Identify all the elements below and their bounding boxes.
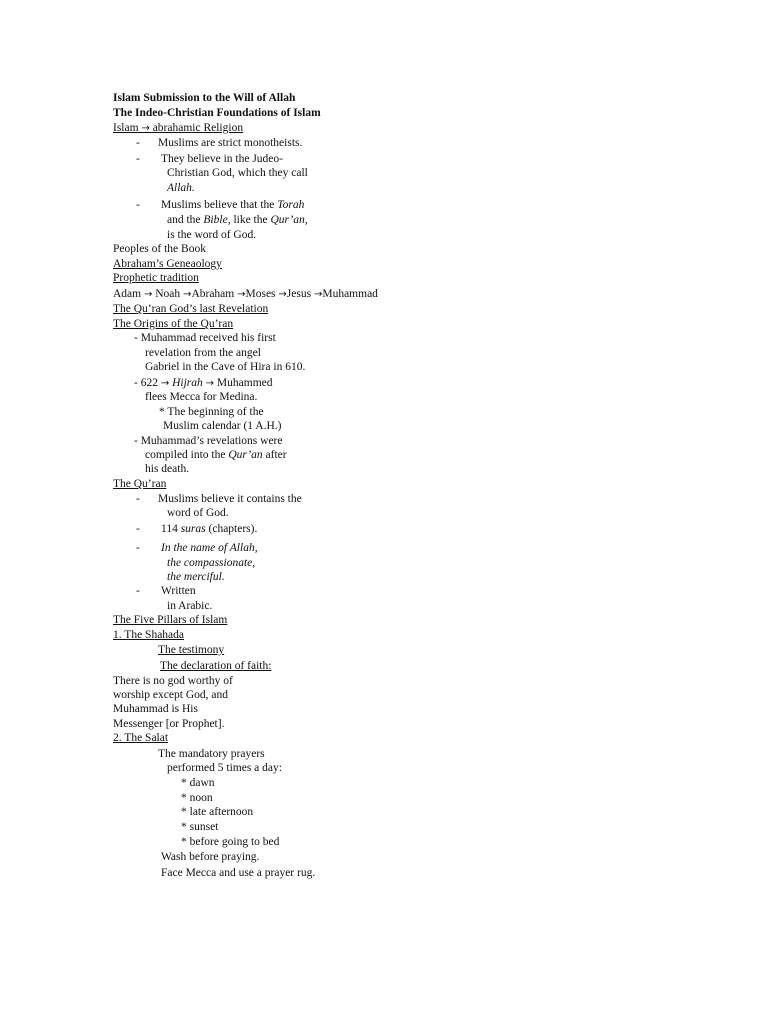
salat-time: * dawn [181,777,215,789]
bullet-torah-line2: and the Bible, like the Qur’an, [167,214,308,226]
bullet-judeo-line2: Christian God, which they call [167,167,308,179]
creed-line: Muhammad is His [113,703,198,715]
quran-item: in Arabic. [167,600,213,612]
quran-item: 114 suras (chapters). [161,523,258,535]
dash-marker: - [136,542,140,554]
bullet-torah-line1: Muslims believe that the Torah [161,199,305,211]
dash-marker: - [136,523,140,535]
salat-time: * before going to bed [181,836,280,848]
creed-line: worship except God, and [113,689,228,701]
dash-marker: - [136,199,140,211]
section-five-pillars: The Five Pillars of Islam [113,614,228,626]
origins-item: Muslim calendar (1 A.H.) [163,420,282,432]
arrow-icon: → [278,289,287,300]
section-shahada: 1. The Shahada [113,629,185,641]
section-quran: The Qu’ran [113,478,167,490]
creed-line: There is no god worthy of [113,675,233,687]
arrow-icon: → [141,123,150,134]
salat-item: The mandatory prayers [158,748,265,760]
origins-item: his death. [145,463,190,475]
salat-time: * noon [181,792,213,804]
prophet-lineage: Adam → Noah →Abraham →Moses →Jesus →Muhammad [113,288,378,300]
arrow-icon: → [205,378,215,389]
origins-item: - Muhammad received his first [134,332,276,344]
quran-item: the compassionate, [167,557,256,569]
dash-marker: - [136,153,140,165]
quran-item: word of God. [167,507,229,519]
bullet-monotheists: Muslims are strict monotheists. [158,137,303,149]
origins-hijrah: - 622 → Hijrah → Muhammed [134,377,273,389]
salat-time: * sunset [181,821,219,833]
origins-item: * The beginning of the [159,406,264,418]
origins-item: flees Mecca for Medina. [145,391,258,403]
quran-item: the merciful. [167,571,225,583]
arrow-icon: → [160,378,170,389]
arrow-icon: → [313,289,323,300]
arrow-icon: → [237,289,246,300]
dash-marker: - [136,137,140,149]
section-last-revelation: The Qu’ran God’s last Revelation [113,303,269,315]
bullet-judeo-line1: They believe in the Judeo- [161,153,283,165]
salat-item: performed 5 times a day: [167,762,282,774]
origins-item: Gabriel in the Cave of Hira in 610. [145,361,306,373]
quran-item: Muslims believe it contains the [158,493,302,505]
section-salat: 2. The Salat [113,732,169,744]
section-genealogy: Abraham’s Geneaology [113,258,222,270]
creed-line: Messenger [or Prophet]. [113,718,225,730]
origins-item: revelation from the angel [145,347,261,359]
section-islam: Islam → abrahamic Religion [113,122,244,134]
salat-item: Face Mecca and use a prayer rug. [161,867,316,879]
bullet-judeo-line3: Allah. [167,182,195,194]
bullet-torah-line3: is the word of God. [167,229,257,241]
salat-item: Wash before praying. [161,851,260,863]
shahada-declaration: The declaration of faith: [160,660,272,672]
quran-item: Written [161,585,196,597]
quran-item: In the name of Allah, [161,542,258,554]
section-origins: The Origins of the Qu’ran [113,318,234,330]
peoples-of-book: Peoples of the Book [113,243,206,255]
section-prophetic: Prophetic tradition [113,272,199,284]
origins-item: compiled into the Qur’an after [145,449,287,461]
dash-marker: - [136,493,140,505]
title-heading: Islam Submission to the Will of Allah [113,92,296,104]
arrow-icon: → [143,289,153,300]
shahada-testimony: The testimony [158,644,225,656]
origins-item: - Muhammad’s revelations were [134,435,283,447]
dash-marker: - [136,585,140,597]
salat-time: * late afternoon [181,806,254,818]
arrow-icon: → [183,289,192,300]
subtitle-heading: The Indeo-Christian Foundations of Islam [113,107,321,119]
